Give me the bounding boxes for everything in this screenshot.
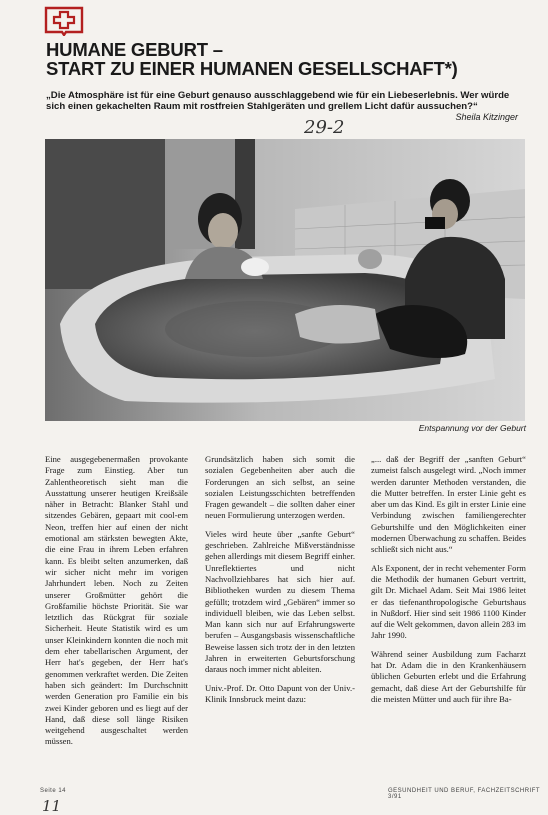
paragraph: Grundsätzlich haben sich somit die sozialen Gegebenheiten aber auch die Forderungen an sich selbst, an seine sozialen Leistungsschichten betreffenden Fragen gewandelt – die sollten daher einer neuen Formulierung unterzogen werden.	[205, 454, 355, 521]
quote-author: Sheila Kitzinger	[455, 112, 518, 122]
title-line-2: START ZU EINER HUMANEN GESELLSCHAFT*)	[46, 58, 458, 79]
text-column-2	[205, 454, 355, 712]
footer-page-number: Seite 14	[40, 788, 67, 794]
title-line-1: HUMANE GEBURT –	[46, 39, 223, 60]
cross-box-logo-icon	[44, 6, 84, 36]
footer-publication: GESUNDHEIT UND BERUF, FACHZEITSCHRIFT 3/91	[388, 788, 540, 800]
photo-caption: Entspannung vor der Geburt	[418, 423, 526, 433]
article-photo	[45, 139, 525, 421]
paragraph: „... daß der Begriff der „sanften Geburt“ zumeist falsch ausgelegt wird. „Noch immer werden darunter Methoden verstanden, die die Mutter betreffen. In erster Linie geht es aber um das Kind. Es gilt in erster Linie eine Verbindung zwischen familiengerechter Geburtshilfe und den Möglichkeiten einer modernen Überwachung zu schaffen. Beides schließt sich nicht aus.“	[371, 454, 526, 555]
paragraph: Als Exponent, der in recht vehementer Form die Methodik der humanen Geburt vertritt, gilt Dr. Michael Adam. Seit Mai 1986 leitet er das tiefenanthropologische Geburtshaus in Nußdorf. Hier sind seit 1986 1100 Kinder auf die Welt gekommen, davon allein 283 im Jahr 1990.	[371, 562, 526, 641]
article-title	[46, 40, 526, 78]
text-column-3	[371, 454, 526, 712]
lead-quote: „Die Atmosphäre ist für eine Geburt genauso ausschlaggebend wie für ein Liebeserlebnis. Wer würde sich einen gekachelten Raum mit rostfreien Stahlgeräten und grellem Licht dafür aussuchen?“	[46, 90, 510, 112]
paragraph: Univ.-Prof. Dr. Otto Dapunt von der Univ.-Klinik Innsbruck meint dazu:	[205, 682, 355, 704]
handwritten-note-text: 29-2	[304, 117, 345, 138]
paragraph: Vieles wird heute über „sanfte Geburt“ geschrieben. Zahlreiche Mißverständnisse gehen allerdings mit diesem Begriff einher. Unreflektiertes und nicht Nachvollziehbares hat sich hier auf. Bibliotheken wurden zu diesem Thema gefüllt; trotzdem wird „Gebären“ immer so individuell bleiben, wie das Leben selbst. Man kann sich nur auf Erfahrungswerte berufen – Ausgangsbasis wissenschaftliche Beweise lassen sich trotz der in den letzten Jahren in erweiterten Geburtsforschung daraus noch immer nicht ableiten.	[205, 528, 355, 675]
paragraph: Während seiner Ausbildung zum Facharzt hat Dr. Adam die in den Krankenhäusern üblichen Geburten erlebt und die Erfahrung gemacht, daß diese Art der Geburtshilfe für die meisten Mütter und auch für ihre Ba-	[371, 648, 526, 704]
text-column-1	[45, 454, 188, 755]
handwritten-page-number	[40, 796, 68, 814]
handwritten-note	[300, 113, 370, 139]
paragraph: Eine ausgegebenermaßen provokante Frage zum Einstieg. Aber tun Zahlentheoretisch sieht man die Ausstattung unserer heutigen Kreißsäle näher in Betracht: Blanker Stahl und sitzendes Gebären, gepaart mit cool-em Neon, treffen hier auf einen der nicht emotional am stärksten bewegten Akte, die eine Frau in ihrem Leben erfahren kann. Es bleibt selten anzumerken, daß wir sicher nicht mehr im vorigen Jahrhundert leben. Noch zu Zeiten unserer Großmütter gehört die Großfamilie höchste Priorität. Sie war letztlich das Rückgrat für soziale Sicherheit. Heute Statistik wird es um unser Kleinkindern konnten die noch mit dem eher tabellarischen Argument, der Herr hat's gegeben, der Herr hat's genommen verkraftet werden. Die Zeiten haben sich geändert: Im Durchschnitt werden Generation pro Familie ein bis zwei Kinder geboren und es liegt auf der Hand, daß diese soll länge Risiken weitgehend ausgeschaltet werden müssen.	[45, 454, 188, 747]
handwritten-page-text: 11	[42, 797, 62, 814]
